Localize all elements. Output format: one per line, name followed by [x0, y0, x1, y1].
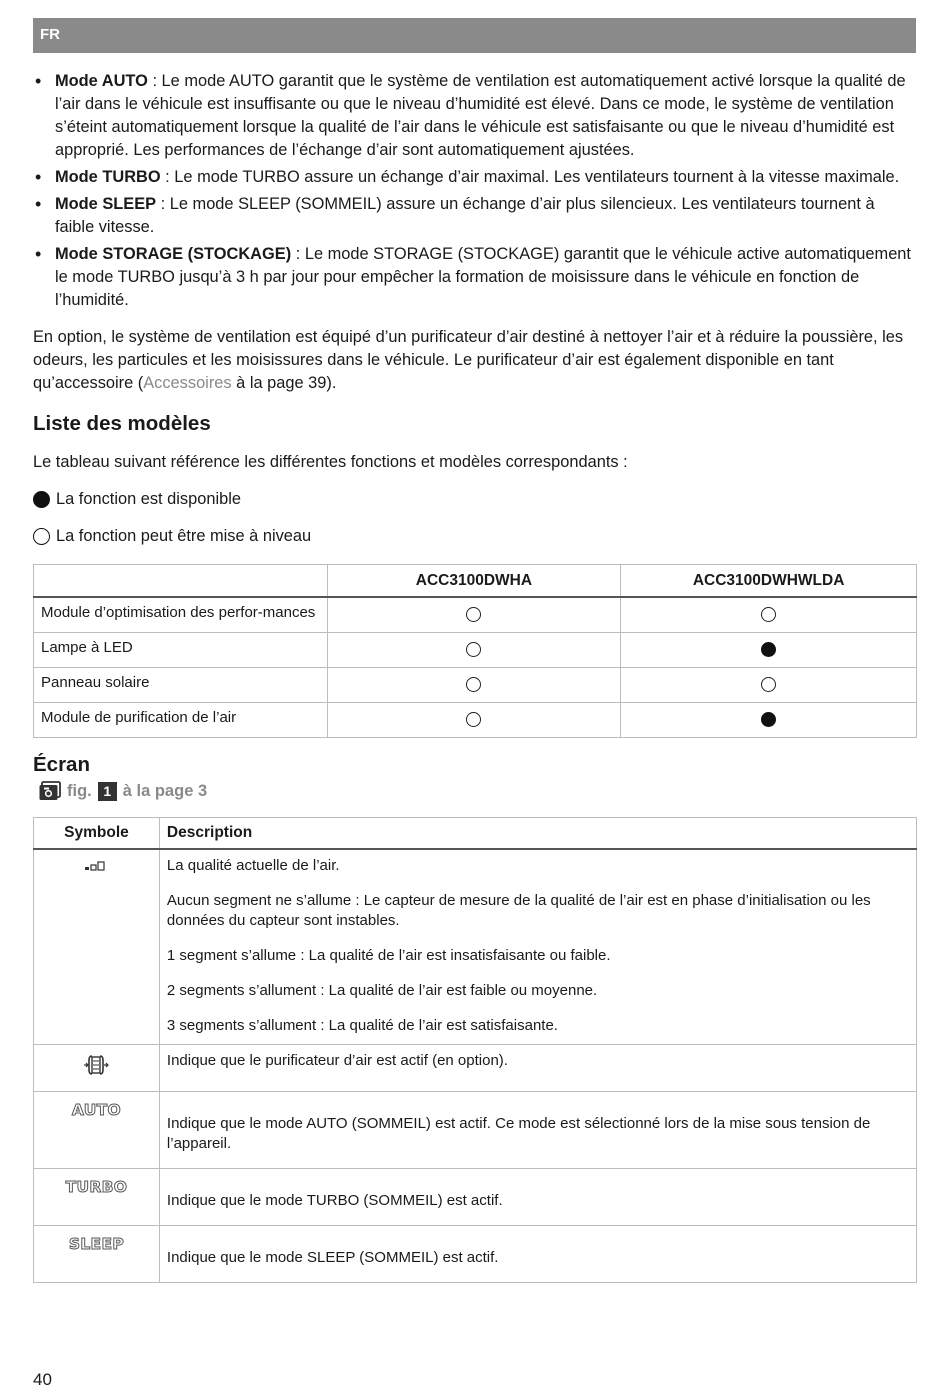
table-row [34, 597, 917, 633]
models-table [33, 564, 917, 738]
symbol-cell [34, 1092, 160, 1169]
list-item [33, 70, 917, 162]
table-row [34, 1092, 917, 1169]
description-text: 1 segment s’allume : La qualité de l’air est insatisfaisante ou faible. [166, 947, 611, 964]
models-intro: Le tableau suivant référence les différentes fonctions et modèles correspondants : [33, 453, 628, 471]
availability-cell [327, 632, 621, 667]
language-header-bar [33, 18, 916, 53]
page-content [33, 70, 917, 1283]
mode-name: Mode TURBO [55, 168, 161, 186]
symbol-cell [34, 1045, 160, 1092]
empty-circle-icon [466, 607, 481, 622]
feature-label: Module d’optimisation des perfor-mances [34, 597, 328, 633]
description-text: 3 segments s’allument : La qualité de l’air est satisfaisante. [166, 1017, 558, 1034]
empty-circle-icon [761, 607, 776, 622]
column-header: ACC3100DWHA [327, 565, 621, 597]
feature-label: Lampe à LED [34, 632, 328, 667]
feature-label: Module de purification de l’air [34, 702, 328, 737]
empty-circle-icon [466, 677, 481, 692]
description-text: Indique que le purificateur d’air est actif (en option). [166, 1052, 508, 1069]
table-row [34, 849, 917, 1045]
table-row [34, 1045, 917, 1092]
availability-cell [621, 702, 917, 737]
figure-suffix: à la page 3 [122, 781, 208, 800]
mode-symbol-text: AUTO [71, 1101, 121, 1119]
description-text: Indique que le mode TURBO (SOMMEIL) est actif. [166, 1192, 503, 1209]
mode-name: Mode STORAGE (STOCKAGE) [55, 245, 292, 263]
legend-label: La fonction peut être mise à niveau [56, 527, 312, 545]
mode-symbol-text: TURBO [65, 1178, 128, 1196]
list-item [33, 193, 917, 239]
availability-cell [327, 702, 621, 737]
figure-number: 1 [98, 782, 117, 801]
description-cell [159, 1169, 916, 1226]
option-paragraph [33, 326, 917, 395]
legend-available [33, 488, 917, 511]
symbol-cell [34, 849, 160, 1045]
description-cell [159, 849, 916, 1045]
empty-circle-icon [33, 528, 50, 545]
filled-circle-icon [33, 491, 50, 508]
description-text: Indique que le mode AUTO (SOMMEIL) est actif. Ce mode est sélectionné lors de la mise sous tension de l’appareil. [166, 1115, 871, 1152]
symbol-cell [34, 1169, 160, 1226]
description-text: 2 segments s’allument : La qualité de l’air est faible ou moyenne. [166, 982, 598, 999]
table-row [34, 632, 917, 667]
description-text: La qualité actuelle de l’air. [166, 857, 340, 874]
page-number: 40 [33, 1370, 52, 1389]
column-header [34, 565, 328, 597]
language-code: FR [40, 26, 60, 43]
empty-circle-icon [466, 642, 481, 657]
symbols-table [33, 817, 917, 1284]
list-item [33, 243, 917, 312]
filled-circle-icon [761, 642, 776, 657]
mode-description: : Le mode STORAGE (STOCKAGE) garantit que le véhicule active automatiquement le mode TURBO jusqu’à 3 h par jour pour empêcher la formation de moisissure dans le véhicule en fonction de l’humidité. [55, 245, 911, 309]
symbol-cell [34, 1226, 160, 1283]
mode-description: : Le mode TURBO assure un échange d’air maximal. Les ventilateurs tournent à la vitesse maximale. [160, 168, 900, 186]
mode-symbol-text: SLEEP [68, 1235, 124, 1253]
availability-cell [327, 597, 621, 633]
column-header: ACC3100DWHWLDA [621, 565, 917, 597]
availability-cell [621, 597, 917, 633]
table-row [34, 1226, 917, 1283]
column-header: Description [159, 817, 916, 849]
air-quality-bars-icon [84, 859, 108, 876]
table-header-row [34, 565, 917, 597]
table-row [34, 667, 917, 702]
accessories-link[interactable]: Accessoires [143, 374, 232, 392]
air-purifier-icon [83, 1064, 109, 1081]
mode-description: : Le mode AUTO garantit que le système de ventilation est automatiquement activé lorsque la qualité de l’air dans le véhicule est insuffisante ou que le niveau d’humidité est élevé. Dans ce mode, le système de ventilation s’éteint automatiquement lorsque la qualité de l’air dans le véhicule est satisfaisante ou que le niveau d’humidité est approprié. Les performances de l’échange d’air sont automatiquement ajustées. [55, 72, 906, 159]
description-cell [159, 1226, 916, 1283]
legend-upgradable [33, 525, 917, 548]
description-cell [159, 1045, 916, 1092]
mode-description: : Le mode SLEEP (SOMMEIL) assure un échange d’air plus silencieux. Les ventilateurs tournent à faible vitesse. [55, 195, 875, 236]
modes-list [33, 70, 917, 312]
models-heading: Liste des modèles [33, 412, 211, 435]
availability-cell [327, 667, 621, 702]
description-text: Aucun segment ne s’allume : Le capteur de mesure de la qualité de l’air est en phase d’initialisation ou les données du capteur sont instables. [166, 892, 871, 929]
table-row [34, 702, 917, 737]
empty-circle-icon [466, 712, 481, 727]
legend-label: La fonction est disponible [56, 490, 241, 508]
figure-reference[interactable] [39, 780, 917, 803]
list-item [33, 166, 917, 189]
table-header-row [34, 817, 917, 849]
camera-icon [39, 781, 61, 801]
column-header: Symbole [34, 817, 160, 849]
description-text: Indique que le mode SLEEP (SOMMEIL) est actif. [166, 1249, 499, 1266]
screen-heading: Écran [33, 752, 90, 776]
empty-circle-icon [761, 677, 776, 692]
mode-name: Mode SLEEP [55, 195, 157, 213]
feature-label: Panneau solaire [34, 667, 328, 702]
table-row [34, 1169, 917, 1226]
availability-cell [621, 632, 917, 667]
filled-circle-icon [761, 712, 776, 727]
paragraph-text: à la page 39). [231, 374, 337, 392]
paragraph-text: En option, le système de ventilation est équipé d’un purificateur d’air destiné à nettoyer l’air et à réduire la poussière, les odeurs, les particules et les moisissures dans le véhicule. Le purificateur d’air est également disponible en tant qu’accessoire ( [33, 328, 904, 392]
mode-name: Mode AUTO [55, 72, 148, 90]
description-cell [159, 1092, 916, 1169]
availability-cell [621, 667, 917, 702]
figure-prefix: fig. [67, 781, 92, 800]
